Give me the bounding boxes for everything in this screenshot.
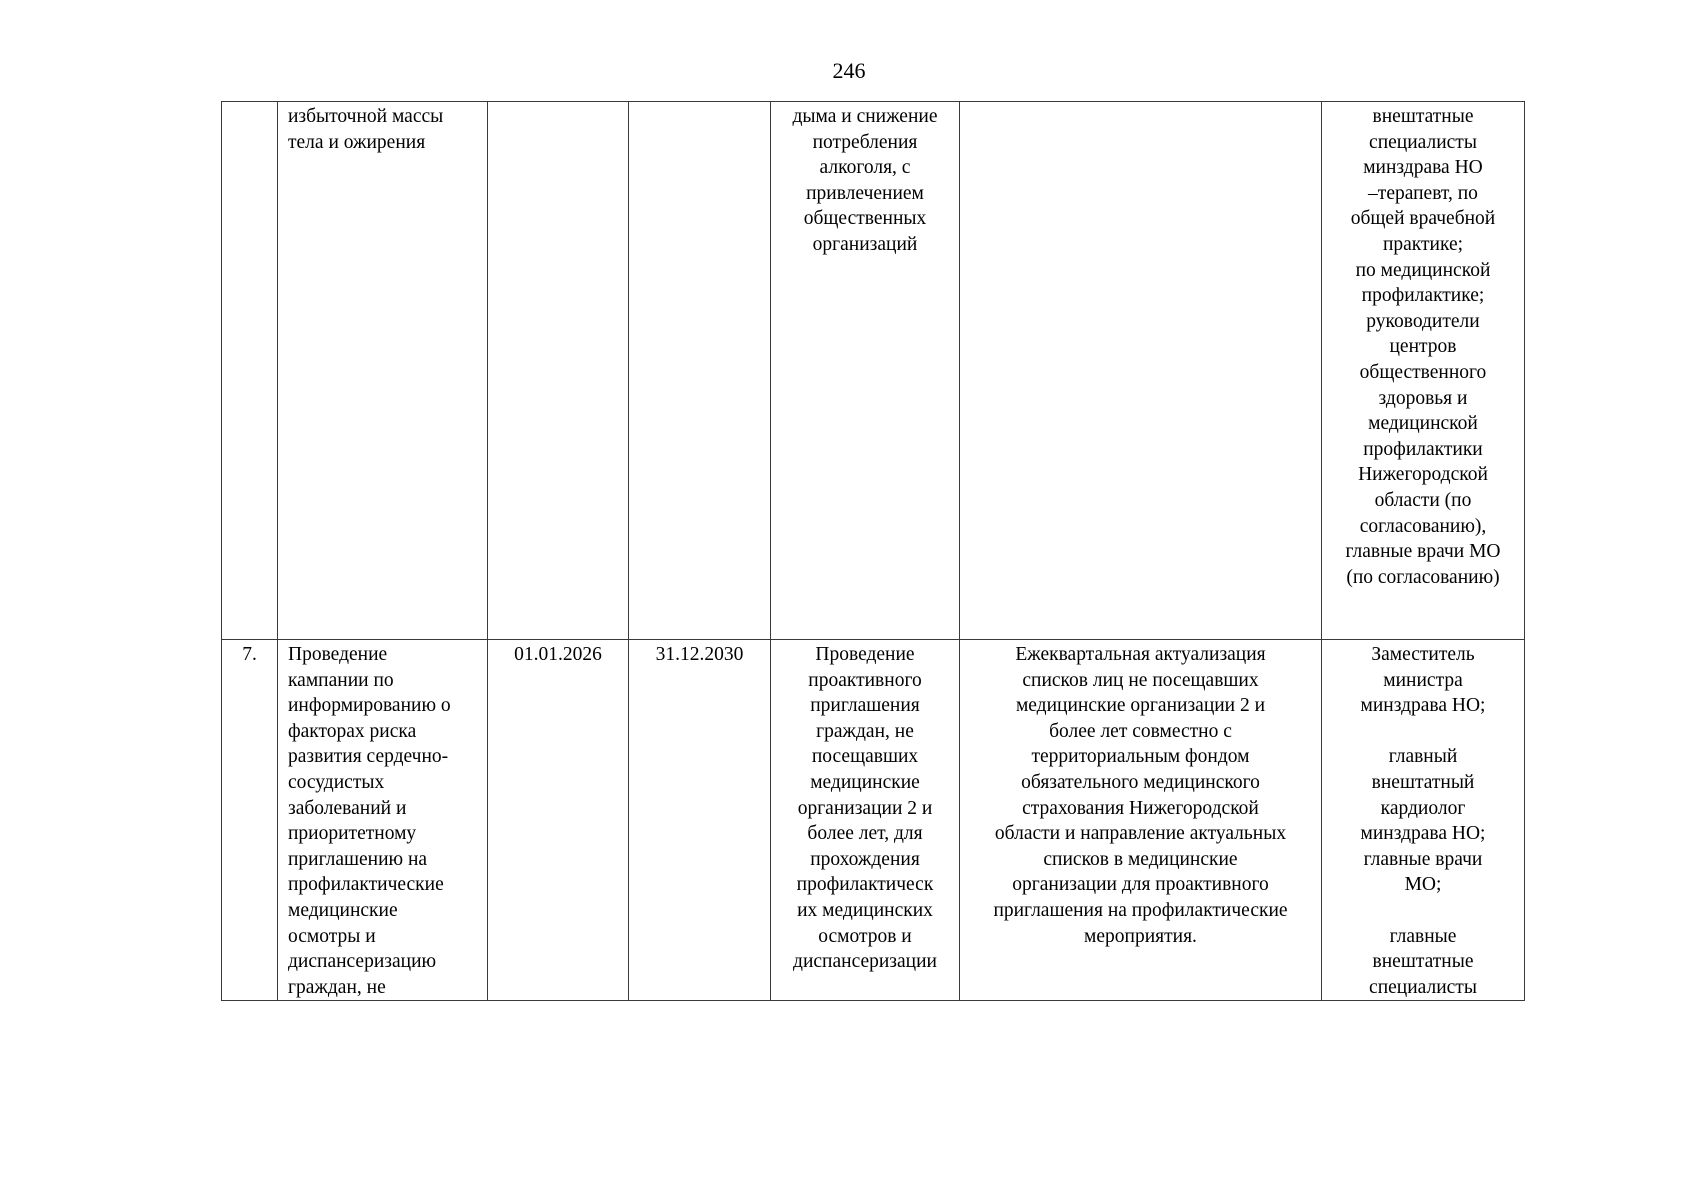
cell-number <box>222 102 278 640</box>
cell-start-date: 01.01.2026 <box>488 640 629 1001</box>
cell-end-date <box>629 102 771 640</box>
plan-table <box>221 101 1525 1001</box>
cell-start-date <box>488 102 629 640</box>
cell-end-date: 31.12.2030 <box>629 640 771 1001</box>
cell-event: избыточной массы тела и ожирения <box>278 102 488 640</box>
cell-number: 7. <box>222 640 278 1001</box>
page-number: 246 <box>832 58 866 83</box>
cell-responsible: внештатные специалисты минздрава НО –терапевт, по общей врачебной практике; по медицинской профилактике; руководители центров общественного здоровья и медицинской профилактики Нижегородской области (по согласованию), главные врачи МО (по согласованию) <box>1322 102 1525 640</box>
cell-result: Проведение проактивного приглашения граждан, не посещавших медицинские организации 2 и более лет, для прохождения профилактическ их медицинских осмотров и диспансеризации <box>771 640 960 1001</box>
cell-indicator: Ежеквартальная актуализация списков лиц не посещавших медицинские организации 2 и более лет совместно с территориальным фондом обязательного медицинского страхования Нижегородской области и направление актуальных списков в медицинские организации для проактивного приглашения на профилактические мероприятия. <box>960 640 1322 1001</box>
cell-event: Проведение кампании по информированию о факторах риска развития сердечно- сосудистых заболеваний и приоритетному приглашению на профилактические медицинские осмотры и диспансеризацию граждан, не <box>278 640 488 1001</box>
cell-responsible: Заместитель министра минздрава НО; главный внештатный кардиолог минздрава НО; главные врачи МО; главные внештатные специалисты <box>1322 640 1525 1001</box>
table-row-continuation <box>222 102 1525 640</box>
cell-indicator <box>960 102 1322 640</box>
cell-result: дыма и снижение потребления алкоголя, с привлечением общественных организаций <box>771 102 960 640</box>
table-row-item-7 <box>222 640 1525 1001</box>
